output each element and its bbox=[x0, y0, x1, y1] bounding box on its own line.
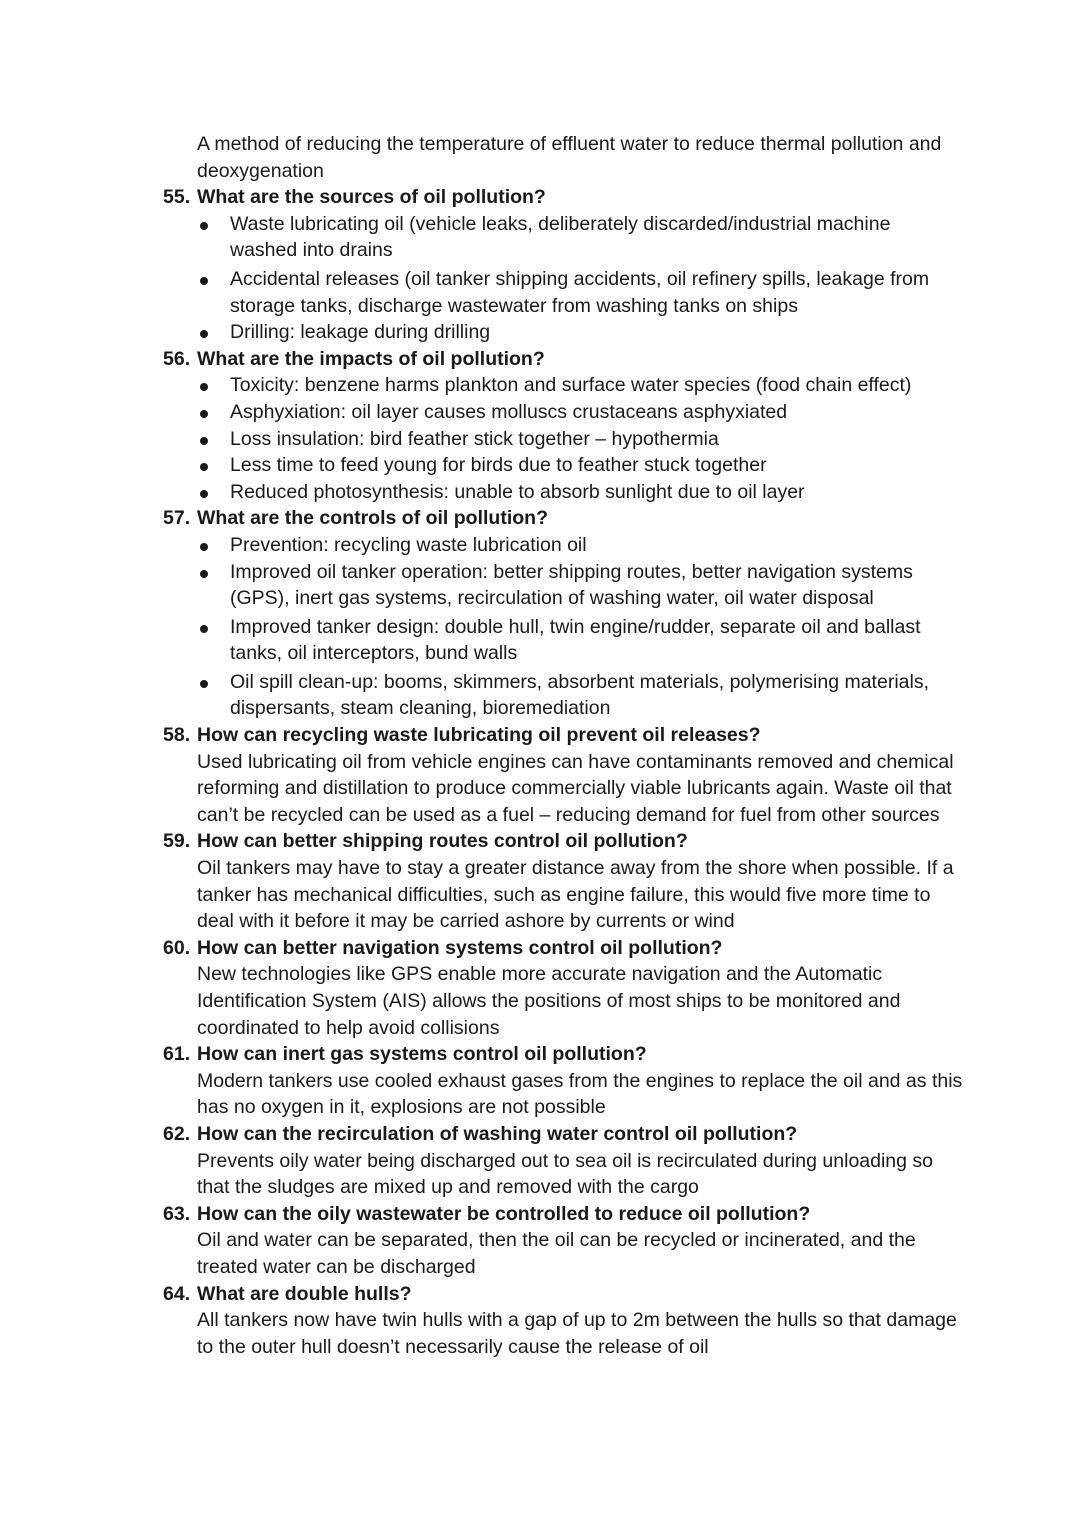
bullet-icon bbox=[200, 410, 208, 418]
bullet-item bbox=[230, 559, 960, 612]
bullet-icon bbox=[200, 437, 208, 445]
question-number: 56. bbox=[163, 347, 191, 370]
qa-content bbox=[0, 131, 1080, 1360]
bullet-icon bbox=[200, 463, 208, 471]
bullet-item bbox=[230, 319, 960, 346]
question-62 bbox=[163, 1121, 997, 1148]
question-text: What are the controls of oil pollution? bbox=[197, 507, 548, 530]
answer-59: Oil tankers may have to stay a greater distance away from the shore when possible. If a tanker has mechanical difficulties, such as engine failure, this would five more time to deal with it before it may be carried ashore by currents or wind bbox=[197, 857, 954, 933]
question-text: How can recycling waste lubricating oil prevent oil releases? bbox=[197, 724, 761, 747]
bullet-icon bbox=[200, 570, 208, 578]
question-number: 64. bbox=[163, 1282, 191, 1305]
question-text: How can inert gas systems control oil pollution? bbox=[197, 1043, 647, 1066]
bullet-item bbox=[230, 372, 960, 399]
bullet-text: Loss insulation: bird feather stick together – hypothermia bbox=[230, 427, 719, 450]
question-number: 58. bbox=[163, 724, 191, 747]
bullet-icon bbox=[200, 490, 208, 498]
intro-answer: A method of reducing the temperature of effluent water to reduce thermal pollution and deoxygenation bbox=[197, 133, 942, 182]
bullet-icon bbox=[200, 625, 208, 633]
bullet-text: Reduced photosynthesis: unable to absorb sunlight due to oil layer bbox=[230, 480, 805, 503]
bullet-item bbox=[230, 669, 960, 722]
bullet-item bbox=[230, 399, 960, 426]
answer-61: Modern tankers use cooled exhaust gases from the engines to replace the oil and as this has no oxygen in it, explosions are not possible bbox=[197, 1069, 963, 1119]
question-text: What are the sources of oil pollution? bbox=[197, 186, 546, 209]
bullet-icon bbox=[200, 222, 208, 230]
bullet-text: Oil spill clean-up: booms, skimmers, absorbent materials, polymerising materials, dispersants, steam cleaning, bioremediation bbox=[230, 670, 929, 720]
bullet-text: Waste lubricating oil (vehicle leaks, deliberately discarded/industrial machine washed into drains bbox=[230, 212, 891, 262]
bullet-text: Improved tanker design: double hull, twin engine/rudder, separate oil and ballast tanks, oil interceptors, bund walls bbox=[230, 615, 921, 665]
question-60 bbox=[163, 935, 997, 962]
question-text: How can the oily wastewater be controlled to reduce oil pollution? bbox=[197, 1202, 811, 1225]
question-number: 57. bbox=[163, 507, 191, 530]
bullet-icon bbox=[200, 330, 208, 338]
question-number: 63. bbox=[163, 1202, 191, 1225]
answer-63: Oil and water can be separated, then the oil can be recycled or incinerated, and the treated water can be discharged bbox=[197, 1229, 916, 1278]
bullet-icon bbox=[200, 383, 208, 391]
bullet-text: Improved oil tanker operation: better shipping routes, better navigation systems (GPS), inert gas systems, recirculation of washing water, oil water disposal bbox=[230, 560, 913, 610]
question-58 bbox=[163, 722, 997, 749]
answer-58: Used lubricating oil from vehicle engines can have contaminants removed and chemical reforming and distillation to produce commercially viable lubricants again. Waste oil that can’t be recycled can be used as a fuel – reducing demand for fuel from other sources bbox=[197, 750, 954, 826]
question-number: 60. bbox=[163, 936, 191, 959]
bullet-item bbox=[230, 614, 960, 667]
question-59 bbox=[163, 828, 997, 855]
answer-62: Prevents oily water being discharged out to sea oil is recirculated during unloading so that the sludges are mixed up and removed with the cargo bbox=[197, 1149, 934, 1199]
answer-64: All tankers now have twin hulls with a gap of up to 2m between the hulls so that damage to the outer hull doesn’t necessarily cause the release of oil bbox=[197, 1309, 957, 1358]
question-text: What are the impacts of oil pollution? bbox=[197, 347, 545, 370]
question-number: 62. bbox=[163, 1122, 191, 1145]
question-56 bbox=[163, 346, 997, 373]
bullet-item bbox=[230, 426, 960, 453]
bullet-item bbox=[230, 532, 960, 559]
question-text: How can better navigation systems control oil pollution? bbox=[197, 936, 723, 959]
question-text: How can the recirculation of washing water control oil pollution? bbox=[197, 1122, 798, 1145]
question-text: How can better shipping routes control oil pollution? bbox=[197, 830, 688, 853]
bullet-item bbox=[230, 211, 960, 264]
question-64 bbox=[163, 1281, 997, 1308]
bullet-item bbox=[230, 479, 960, 506]
bullet-text: Drilling: leakage during drilling bbox=[230, 321, 491, 344]
bullet-text: Asphyxiation: oil layer causes molluscs crustaceans asphyxiated bbox=[230, 400, 788, 423]
bullet-item bbox=[230, 266, 960, 319]
question-55 bbox=[163, 184, 997, 211]
bullet-text: Accidental releases (oil tanker shipping accidents, oil refinery spills, leakage from storage tanks, discharge wastewater from washing tanks on ships bbox=[230, 267, 930, 317]
bullet-icon bbox=[200, 543, 208, 551]
bullet-item bbox=[230, 452, 960, 479]
question-text: What are double hulls? bbox=[197, 1282, 412, 1305]
bullet-icon bbox=[200, 277, 208, 285]
question-63 bbox=[163, 1201, 997, 1228]
question-57 bbox=[163, 505, 997, 532]
bullet-text: Toxicity: benzene harms plankton and surface water species (food chain effect) bbox=[230, 374, 912, 397]
question-number: 55. bbox=[163, 186, 191, 209]
question-number: 61. bbox=[163, 1043, 191, 1066]
bullet-text: Less time to feed young for birds due to feather stuck together bbox=[230, 454, 767, 477]
question-61 bbox=[163, 1041, 997, 1068]
bullet-icon bbox=[200, 680, 208, 688]
bullet-text: Prevention: recycling waste lubrication oil bbox=[230, 533, 587, 556]
question-number: 59. bbox=[163, 830, 191, 853]
answer-60: New technologies like GPS enable more accurate navigation and the Automatic Identification System (AIS) allows the positions of most ships to be monitored and coordinated to help avoid collisions bbox=[197, 963, 901, 1039]
